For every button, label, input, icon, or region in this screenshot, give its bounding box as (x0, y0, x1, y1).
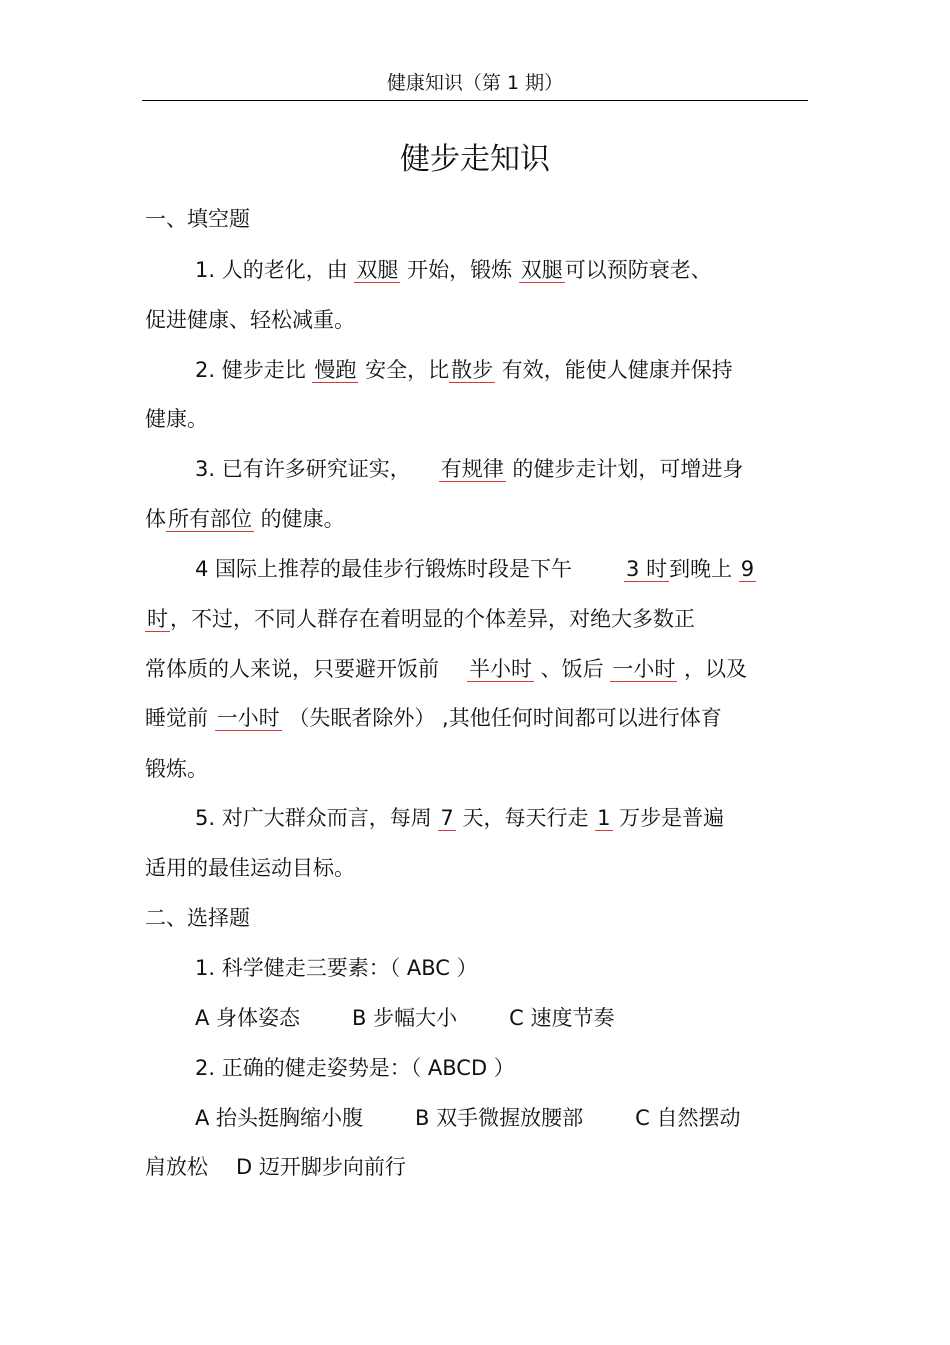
answer-blank: 半小时 (469, 657, 532, 681)
section-heading-choice: 二、选择题 (145, 906, 250, 930)
option-c: C 自然摆动 (635, 1106, 741, 1130)
q4-line1: 4 国际上推荐的最佳步行锻炼时段是下午 3 时到晚上 9 (195, 557, 755, 581)
q4-line5: 锻炼。 (145, 757, 208, 781)
choice1-options (195, 1003, 860, 1033)
answer-blank: 所有部位 (168, 507, 252, 531)
answer-blank: 1 (597, 806, 611, 830)
q3-line1: 3. 已有许多研究证实， 有规律 的健步走计划，可增进身 (195, 457, 744, 481)
header-rule (142, 100, 808, 101)
choice2-options-cont: 肩放松 D 迈开脚步向前行 (145, 1155, 406, 1179)
q4-line3: 常体质的人来说，只要避开饭前 半小时 、饭后 一小时 ，以及 (145, 657, 748, 681)
q2-line1: 2. 健步走比 慢跑 安全，比散步 有效，能使人健康并保持 (195, 358, 733, 382)
answer-blank: 散步 (451, 358, 494, 382)
document-title: 健步走知识 (400, 142, 550, 177)
answer-blank: 时 (147, 607, 168, 631)
answer-blank: 一小时 (216, 706, 280, 730)
q3-line2: 体所有部位 的健康。 (145, 507, 345, 531)
q5-line2: 适用的最佳运动目标。 (145, 856, 355, 880)
choice1-stem: 1. 科学健走三要素：（ ABC ） (195, 956, 478, 980)
answer-blank: 双腿 (356, 258, 399, 282)
answer-blank: 慢跑 (314, 358, 357, 382)
section-heading-fill-blank: 一、填空题 (145, 207, 250, 231)
option-a: A 身体姿态 (195, 1006, 301, 1030)
choice2-stem: 2. 正确的健走姿势是：（ ABCD ） (195, 1056, 515, 1080)
q4-line4: 睡觉前 一小时 （失眠者除外） ,其他任何时间都可以进行体育 (145, 706, 722, 730)
q5-line1: 5. 对广大群众而言，每周 7 天，每天行走 1 万步是普遍 (195, 806, 725, 830)
option-b: B 步幅大小 (352, 1006, 458, 1030)
q2-line2: 健康。 (145, 407, 208, 431)
answer-blank: 7 (440, 806, 454, 830)
option-b: B 双手微握放腰部 (415, 1106, 584, 1130)
answer-blank: 有规律 (440, 457, 504, 481)
q1-line1: 1. 人的老化，由 双腿 开始，锻炼 双腿可以预防衰老、 (195, 258, 712, 282)
q4-line2: 时，不过，不同人群存在着明显的个体差异，对绝大多数正 (147, 607, 695, 631)
running-header: 健康知识（第 1 期） (386, 72, 564, 94)
option-d: D 迈开脚步向前行 (236, 1155, 406, 1179)
answer-blank: 一小时 (612, 657, 676, 681)
option-c: C 速度节奏 (509, 1006, 615, 1030)
answer-blank: 3 时 (626, 557, 668, 581)
option-a: A 抬头挺胸缩小腹 (195, 1106, 364, 1130)
answer-blank: 双腿 (520, 258, 563, 282)
choice2-options (195, 1103, 860, 1133)
answer-blank: 9 (740, 557, 755, 581)
q1-line2: 促进健康、轻松减重。 (145, 308, 355, 332)
